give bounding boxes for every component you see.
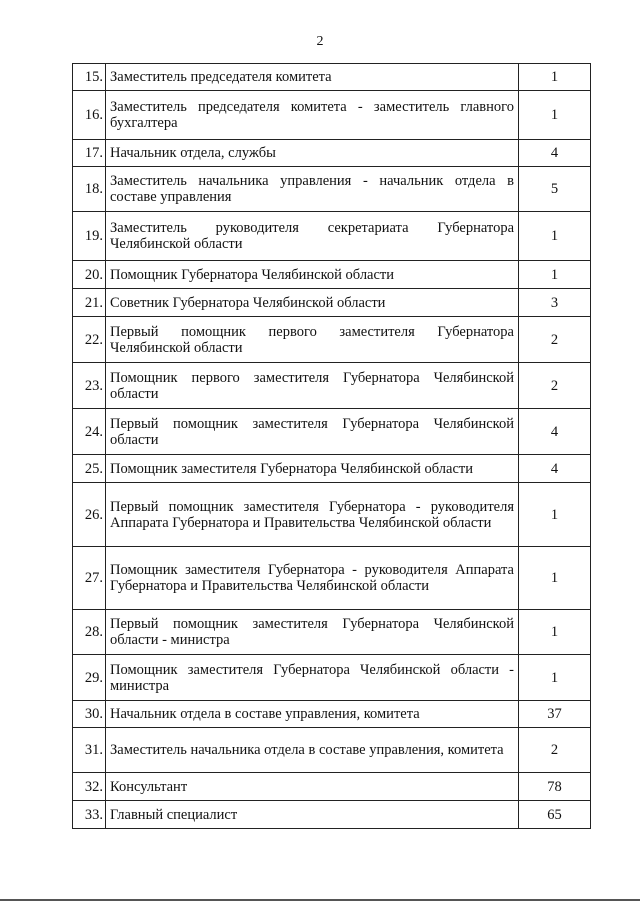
row-number: 18. [73, 167, 106, 212]
table-row [73, 701, 591, 728]
table-row [73, 261, 591, 289]
row-number: 28. [73, 610, 106, 655]
position-count: 2 [519, 363, 591, 409]
position-count: 1 [519, 547, 591, 610]
row-number: 25. [73, 455, 106, 483]
row-number: 31. [73, 728, 106, 773]
position-title: Советник Губернатора Челябинской области [106, 289, 519, 317]
position-title: Помощник заместителя Губернатора Челябинской области - министра [106, 655, 519, 701]
row-number: 27. [73, 547, 106, 610]
position-count: 2 [519, 317, 591, 363]
row-number: 33. [73, 801, 106, 829]
table-row [73, 363, 591, 409]
table-row [73, 655, 591, 701]
table-row [73, 140, 591, 167]
row-number: 23. [73, 363, 106, 409]
position-count: 4 [519, 140, 591, 167]
position-title: Консультант [106, 773, 519, 801]
position-count: 3 [519, 289, 591, 317]
position-title: Начальник отдела, службы [106, 140, 519, 167]
position-title: Первый помощник первого заместителя Губернатора Челябинской области [106, 317, 519, 363]
row-number: 32. [73, 773, 106, 801]
row-number: 29. [73, 655, 106, 701]
table-row [73, 64, 591, 91]
position-title: Заместитель начальника управления - начальник отдела в составе управления [106, 167, 519, 212]
table-row [73, 91, 591, 140]
position-count: 1 [519, 655, 591, 701]
row-number: 17. [73, 140, 106, 167]
position-title: Помощник заместителя Губернатора Челябинской области [106, 455, 519, 483]
table-row [73, 728, 591, 773]
table-row [73, 409, 591, 455]
row-number: 21. [73, 289, 106, 317]
row-number: 30. [73, 701, 106, 728]
position-count: 1 [519, 91, 591, 140]
position-title: Заместитель председателя комитета [106, 64, 519, 91]
table-row [73, 610, 591, 655]
scan-edge-line [0, 899, 640, 901]
table-row [73, 801, 591, 829]
table-row [73, 483, 591, 547]
row-number: 16. [73, 91, 106, 140]
page-number: 2 [316, 34, 324, 49]
staff-table-body [73, 64, 591, 829]
staff-table [72, 63, 591, 829]
row-number: 22. [73, 317, 106, 363]
position-count: 1 [519, 483, 591, 547]
position-title: Заместитель председателя комитета - заместитель главного бухгалтера [106, 91, 519, 140]
position-count: 1 [519, 261, 591, 289]
position-title: Первый помощник заместителя Губернатора Челябинской области - министра [106, 610, 519, 655]
position-title: Начальник отдела в составе управления, комитета [106, 701, 519, 728]
position-count: 78 [519, 773, 591, 801]
position-title: Заместитель руководителя секретариата Губернатора Челябинской области [106, 212, 519, 261]
position-title: Первый помощник заместителя Губернатора - руководителя Аппарата Губернатора и Правительства Челябинской области [106, 483, 519, 547]
table-row [73, 212, 591, 261]
row-number: 19. [73, 212, 106, 261]
table-row [73, 289, 591, 317]
position-title: Помощник Губернатора Челябинской области [106, 261, 519, 289]
table-row [73, 317, 591, 363]
row-number: 20. [73, 261, 106, 289]
position-title: Главный специалист [106, 801, 519, 829]
table-row [73, 773, 591, 801]
table-row [73, 167, 591, 212]
position-count: 1 [519, 64, 591, 91]
position-count: 2 [519, 728, 591, 773]
position-count: 65 [519, 801, 591, 829]
row-number: 26. [73, 483, 106, 547]
position-count: 1 [519, 610, 591, 655]
position-title: Помощник первого заместителя Губернатора Челябинской области [106, 363, 519, 409]
row-number: 24. [73, 409, 106, 455]
position-count: 4 [519, 455, 591, 483]
position-count: 5 [519, 167, 591, 212]
position-title: Заместитель начальника отдела в составе управления, комитета [106, 728, 519, 773]
table-row [73, 547, 591, 610]
row-number: 15. [73, 64, 106, 91]
position-title: Помощник заместителя Губернатора - руководителя Аппарата Губернатора и Правительства Челябинской области [106, 547, 519, 610]
table-row [73, 455, 591, 483]
position-count: 37 [519, 701, 591, 728]
position-count: 1 [519, 212, 591, 261]
position-count: 4 [519, 409, 591, 455]
position-title: Первый помощник заместителя Губернатора Челябинской области [106, 409, 519, 455]
